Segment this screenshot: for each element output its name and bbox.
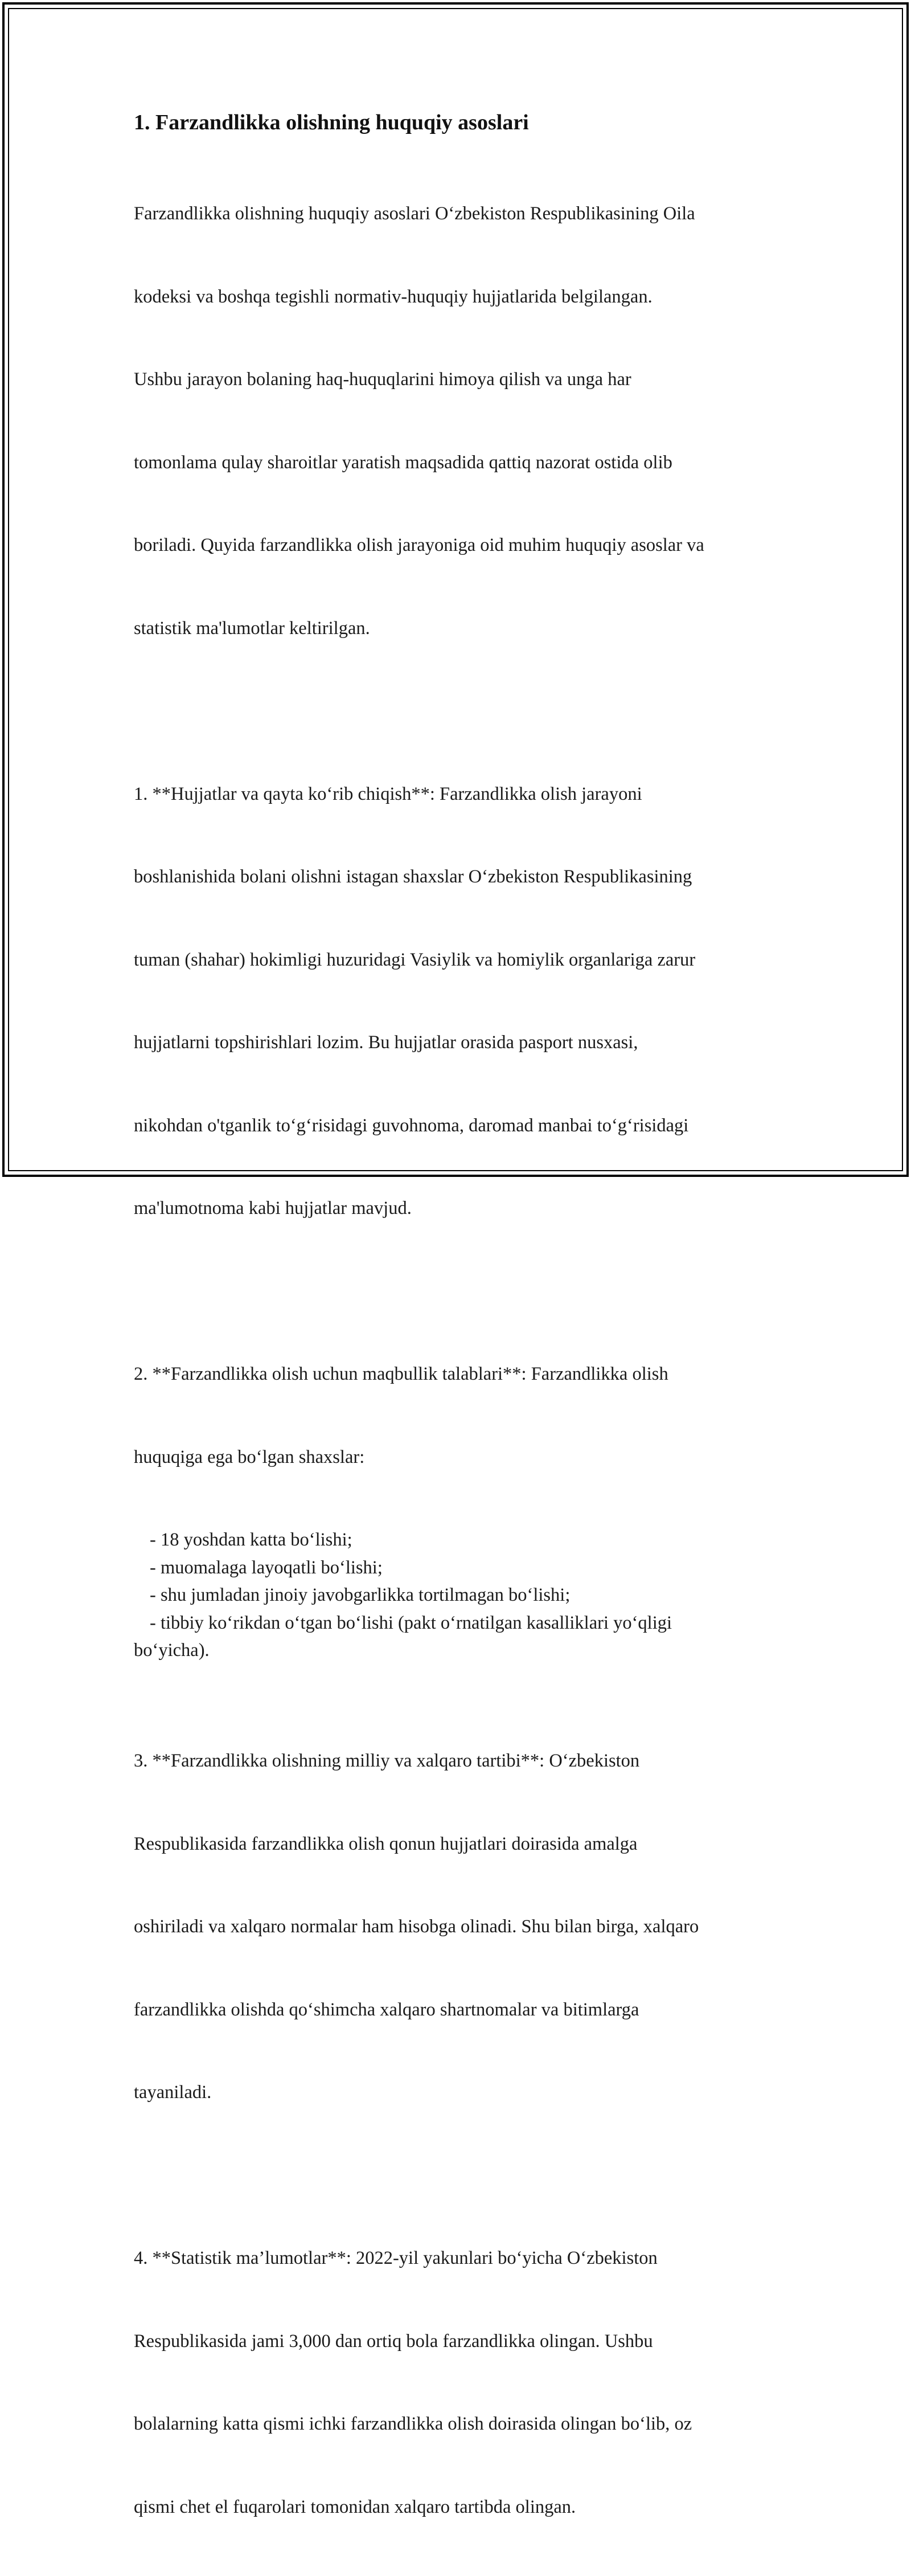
text-line: ma'lumotnoma kabi hujjatlar mavjud. bbox=[134, 1198, 412, 1219]
text-line: Ushbu jarayon bolaning haq-huquqlarini himoya qilish va unga har bbox=[134, 369, 631, 390]
text-line: qismi chet el fuqarolari tomonidan xalqaro tartibda olingan. bbox=[134, 2496, 576, 2517]
text-line: boriladi. Quyida farzandlikka olish jarayoniga oid muhim huquqiy asoslar va bbox=[134, 535, 704, 555]
intro-paragraph bbox=[134, 145, 783, 697]
item-2-intro bbox=[134, 1305, 783, 1526]
list-item: - shu jumladan jinoiy javobgarlikka tortilmagan bo‘lishi; bbox=[150, 1585, 571, 1605]
text-line: tuman (shahar) hokimligi huzuridagi Vasiylik va homiylik organlariga zarur bbox=[134, 949, 696, 970]
section-heading: 1. Farzandlikka olishning huquqiy asoslari bbox=[134, 111, 529, 134]
item-4-statistics bbox=[134, 2189, 783, 2576]
text-line: boshlanishida bolani olishni istagan shaxslar O‘zbekiston Respublikasining bbox=[134, 866, 692, 887]
item-2-requirements bbox=[134, 1305, 783, 1665]
list-item: - 18 yoshdan katta bo‘lishi; bbox=[150, 1530, 352, 1550]
text-line: hujjatlarni topshirishlari lozim. Bu hujjatlar orasida pasport nusxasi, bbox=[134, 1032, 638, 1053]
text-line: Respublikasida farzandlikka olish qonun hujjatlari doirasida amalga bbox=[134, 1833, 638, 1854]
text-line: 3. **Farzandlikka olishning milliy va xalqaro tartibi**: O‘zbekiston bbox=[134, 1751, 640, 1771]
item-1-documents bbox=[134, 725, 783, 1278]
text-line: bo‘yicha). bbox=[134, 1640, 210, 1661]
text-line: Respublikasida jami 3,000 dan ortiq bola farzandlikka olingan. Ushbu bbox=[134, 2330, 653, 2352]
paragraph-gap bbox=[134, 1665, 783, 1692]
paragraph-gap bbox=[134, 1278, 783, 1306]
document-body bbox=[134, 105, 783, 2576]
text-line: statistik ma'lumotlar keltirilgan. bbox=[134, 618, 370, 639]
list-item: - muomalaga layoqatli bo‘lishi; bbox=[150, 1557, 383, 1578]
text-line: 2. **Farzandlikka olish uchun maqbullik talablari**: Farzandlikka olish bbox=[134, 1364, 668, 1384]
paragraph-gap bbox=[134, 697, 783, 725]
text-line: kodeksi va boshqa tegishli normativ-huquqiy hujjatlarida belgilangan. bbox=[134, 286, 653, 307]
text-line: huquqiga ega bo‘lgan shaxslar: bbox=[134, 1446, 365, 1467]
text-line: tayaniladi. bbox=[134, 2082, 212, 2103]
text-line: bolalarning katta qismi ichki farzandlikka olish doirasida olingan bo‘lib, oz bbox=[134, 2414, 692, 2434]
text-line: 4. **Statistik ma’lumotlar**: 2022-yil yakunlari bo‘yicha O‘zbekiston bbox=[134, 2248, 658, 2268]
text-line: tomonlama qulay sharoitlar yaratish maqsadida qattiq nazorat ostida olib bbox=[134, 452, 672, 473]
item-3-procedure bbox=[134, 1692, 783, 2162]
list-item: - tibbiy ko‘rikdan o‘tgan bo‘lishi (pakt o‘rnatilgan kasalliklari yo‘qligi bbox=[150, 1612, 672, 1633]
text-line: 1. **Hujjatlar va qayta ko‘rib chiqish**: Farzandlikka olish jarayoni bbox=[134, 783, 642, 804]
paragraph-gap bbox=[134, 2162, 783, 2190]
text-line: nikohdan o'tganlik to‘g‘risidagi guvohnoma, daromad manbai to‘g‘risidagi bbox=[134, 1115, 689, 1136]
text-line: oshiriladi va xalqaro normalar ham hisobga olinadi. Shu bilan birga, xalqaro bbox=[134, 1916, 699, 1937]
text-line: farzandlikka olishda qo‘shimcha xalqaro shartnomalar va bitimlarga bbox=[134, 1999, 639, 2020]
text-line: Farzandlikka olishning huquqiy asoslari O‘zbekiston Respublikasining Oila bbox=[134, 203, 695, 224]
